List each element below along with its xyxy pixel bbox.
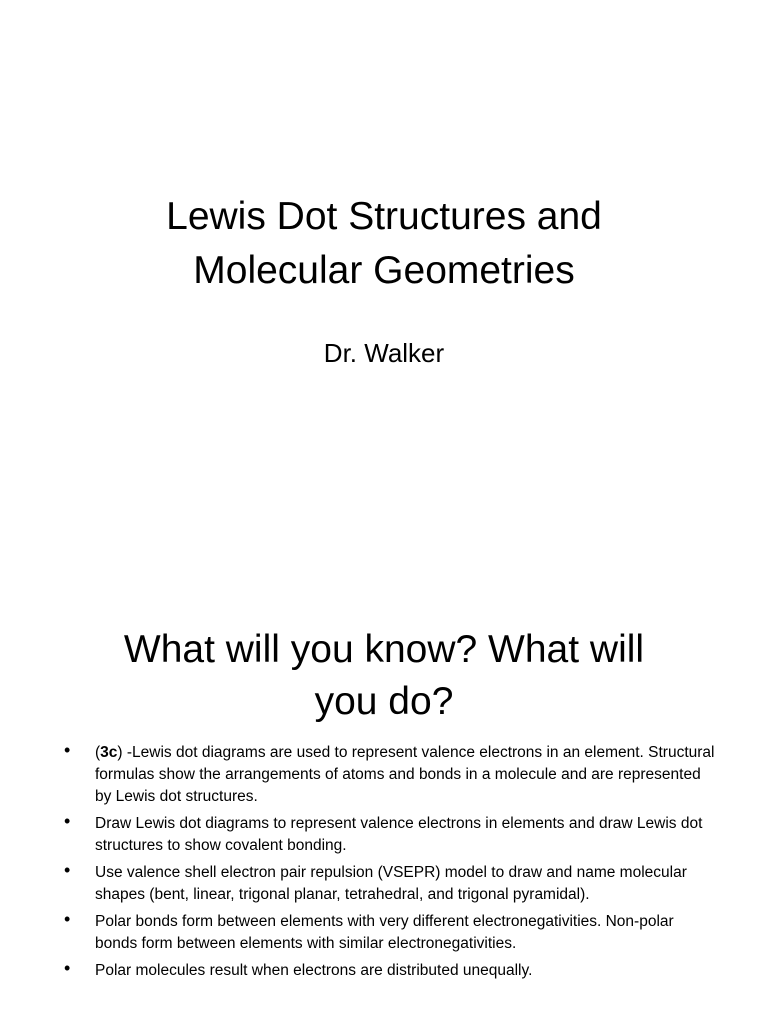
item-text: Polar bonds form between elements with very different electronegativities. Non-polar bonds form between elements with similar electronegativities. xyxy=(95,913,674,952)
list-item xyxy=(0,742,768,808)
slide-title-line-2: Molecular Geometries xyxy=(193,249,575,292)
slide-subtitle: Dr. Walker xyxy=(323,338,445,368)
objectives-title xyxy=(40,624,728,728)
item-text: Draw Lewis dot diagrams to represent valence electrons in elements and draw Lewis dot structures to show covalent bonding. xyxy=(95,815,703,854)
list-item xyxy=(0,911,768,955)
bullet-icon: • xyxy=(64,909,71,929)
objectives-list xyxy=(0,742,768,987)
item-paren-open: ( xyxy=(95,744,101,761)
item-text: Polar molecules result when electrons are distributed unequally. xyxy=(95,962,533,979)
item-text: Use valence shell electron pair repulsion (VSEPR) model to draw and name molecular shapes (bent, linear, trigonal planar, tetrahedral, and trigonal pyramidal). xyxy=(95,864,687,903)
bullet-icon: • xyxy=(64,860,71,880)
item-text: ) -Lewis dot diagrams are used to represent valence electrons in an element. Structural formulas show the arrangements of atoms and bonds in a molecule and are represented by Lewis dot structures. xyxy=(95,744,715,805)
standard-code: 3c xyxy=(100,744,118,761)
slide-title xyxy=(0,190,768,298)
bullet-icon: • xyxy=(64,740,71,760)
bullet-icon: • xyxy=(64,811,71,831)
bullet-icon: • xyxy=(64,958,71,978)
list-item xyxy=(0,960,768,982)
objectives-title-line-1: What will you know? What will xyxy=(123,628,645,671)
slide-title-line-1: Lewis Dot Structures and xyxy=(166,195,602,238)
list-item xyxy=(0,862,768,906)
list-item xyxy=(0,813,768,857)
objectives-slide xyxy=(0,576,768,1024)
objectives-title-line-2: you do? xyxy=(314,680,454,723)
